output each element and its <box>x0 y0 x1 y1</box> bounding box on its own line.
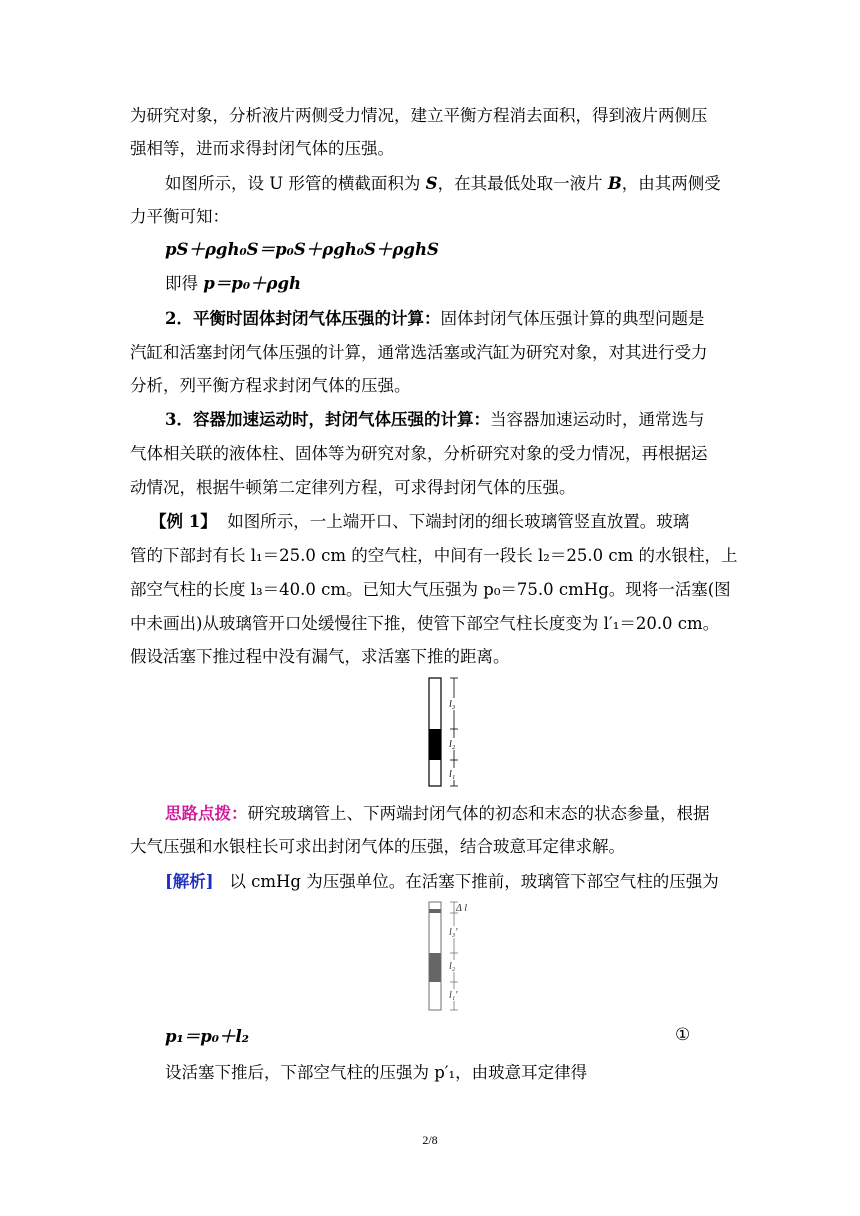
text-run: 如图所示，一上端开口、下端封闭的细长玻璃管竖直放置。玻璃 <box>227 512 690 531</box>
analysis-label: [解析] <box>165 872 214 891</box>
paragraph-line: 中未画出)从玻璃管开口处缓慢往下推，使管下部空气柱长度变为 l′₁＝20.0 cm。 <box>130 614 720 633</box>
text-run: ，在其最低处取一液片 <box>437 174 608 193</box>
symbol-S: S <box>425 174 438 193</box>
text-run: 当容器加速运动时，通常选与 <box>489 410 705 429</box>
paragraph-line: 力平衡可知： <box>130 207 229 226</box>
example-line <box>150 510 750 534</box>
paragraph-line: 部空气柱的长度 l₃＝40.0 cm。已知大气压强为 p₀＝75.0 cmHg。现将一活塞(图 <box>130 580 731 599</box>
example-label: 【例 1】 <box>150 512 217 531</box>
mercury-column <box>429 729 441 760</box>
label-l1: l₁ <box>449 769 456 780</box>
label-l2: l₂ <box>449 961 456 972</box>
formula: p＝p₀＋ρgh <box>203 274 302 293</box>
text-run: 以 cmHg 为压强单位。在活塞下推前，玻璃管下部空气柱的压强为 <box>229 872 719 891</box>
item-3-line <box>165 408 765 432</box>
mercury-column <box>429 953 441 982</box>
symbol-B: B <box>607 174 622 193</box>
paragraph-line: 设活塞下推后，下部空气柱的压强为 p′₁，由玻意耳定律得 <box>165 1063 588 1082</box>
text-run: 即得 <box>165 274 204 293</box>
label-l3-prime: l₃′ <box>449 927 458 938</box>
item-2-line <box>165 307 765 331</box>
page-number: 2/8 <box>422 1133 438 1147</box>
paragraph-line: 分析，列平衡方程求封闭气体的压强。 <box>130 376 411 395</box>
analysis-line <box>165 870 765 894</box>
paragraph-line: 强相等，进而求得封闭气体的压强。 <box>130 139 394 158</box>
text-run: 固体封闭气体压强计算的典型问题是 <box>440 309 705 328</box>
piston <box>429 909 441 913</box>
figure-glass-tube <box>420 676 470 791</box>
figure-glass-tube-after <box>420 900 475 1015</box>
paragraph-line: 大气压强和水银柱长可求出封闭气体的压强，结合玻意耳定律求解。 <box>130 837 625 856</box>
text-run: 研究玻璃管上、下两端封闭气体的初态和末态的状态参量，根据 <box>247 804 710 823</box>
paragraph-line: 假设活塞下推过程中没有漏气，求活塞下推的距离。 <box>130 647 510 666</box>
equation-balance: pS＋ρgh₀S＝p₀S＋ρgh₀S＋ρghS <box>165 240 439 259</box>
label-l2: l₂ <box>449 739 456 750</box>
hint-label: 思路点拨： <box>165 804 248 823</box>
label-delta-l: Δ l <box>456 903 467 914</box>
paragraph-line: 汽缸和活塞封闭气体压强的计算，通常选活塞或汽缸为研究对象，对其进行受力 <box>130 343 708 362</box>
paragraph-line <box>165 172 765 196</box>
paragraph-line: 动情况，根据牛顿第二定律列方程，可求得封闭气体的压强。 <box>130 478 576 497</box>
item-heading: 3．容器加速运动时，封闭气体压强的计算： <box>165 410 490 429</box>
item-heading: 2．平衡时固体封闭气体压强的计算： <box>165 309 441 328</box>
paragraph-line: 管的下部封有长 l₁＝25.0 cm 的空气柱，中间有一段长 l₂＝25.0 cm 的水银柱，上 <box>130 546 738 565</box>
equation-1: p₁＝p₀＋l₂ <box>165 1027 250 1046</box>
paragraph-line: 气体相关联的液体柱、固体等为研究对象，分析研究对象的受力情况，再根据运 <box>130 444 708 463</box>
equation-result <box>165 272 765 296</box>
text-run: 如图所示，设 U 形管的横截面积为 <box>165 174 426 193</box>
label-l3: l₃ <box>449 699 456 710</box>
hint-line <box>165 802 765 826</box>
paragraph-line: 为研究对象，分析液片两侧受力情况，建立平衡方程消去面积，得到液片两侧压 <box>130 106 708 125</box>
label-l1-prime: l₁′ <box>449 990 458 1001</box>
equation-number: ① <box>675 1025 691 1045</box>
text-run: ，由其两侧受 <box>621 174 721 193</box>
